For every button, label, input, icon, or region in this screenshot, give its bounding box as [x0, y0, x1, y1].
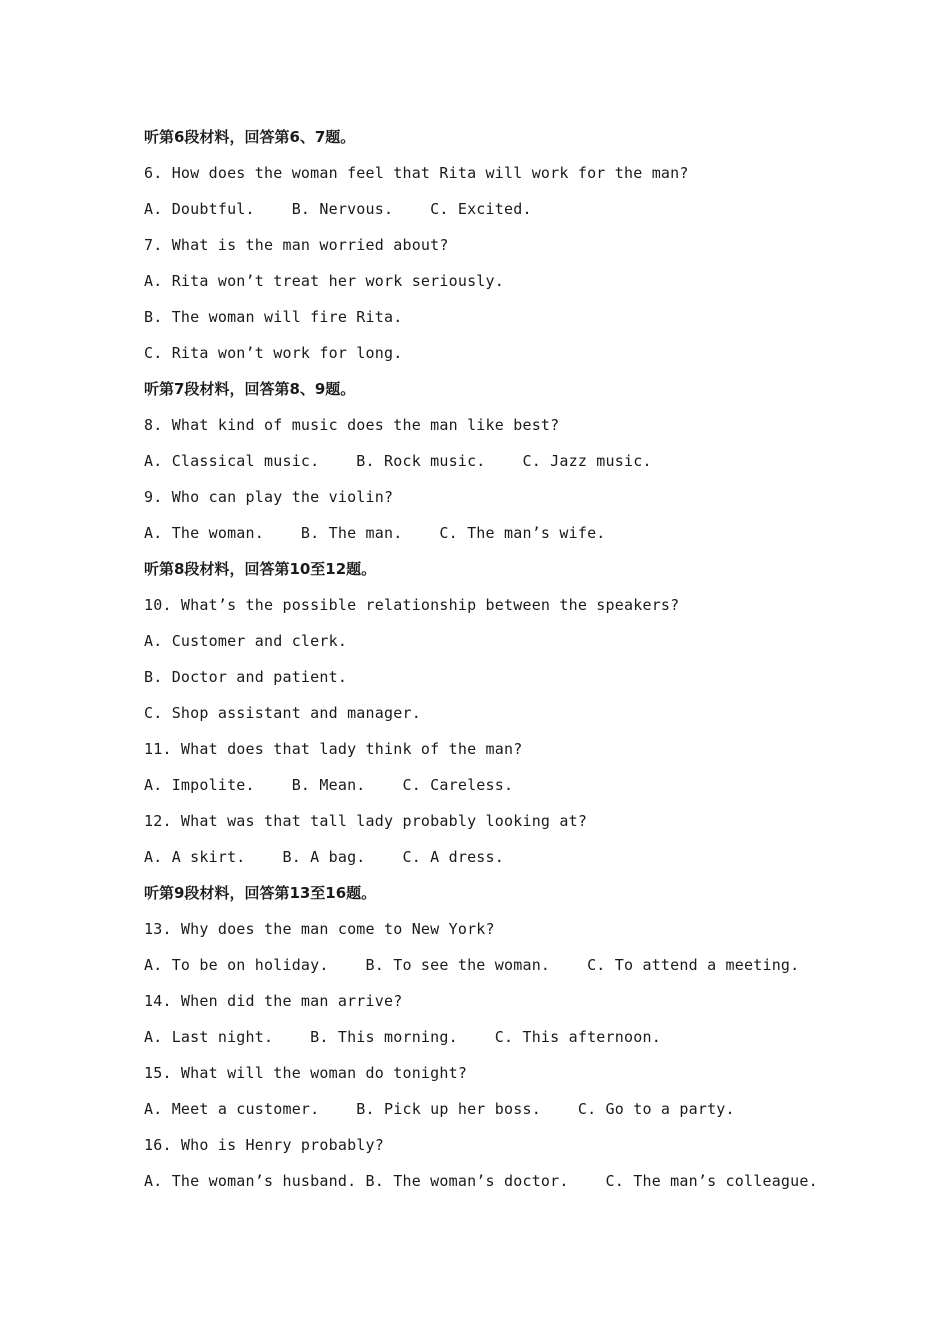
question-10: 10. What’s the possible relationship between the speakers? [144, 596, 680, 614]
question-13: 13. Why does the man come to New York? [144, 920, 495, 938]
section-heading: 听第8段材料，回答第10至12题。 [144, 560, 377, 578]
document-content [144, 124, 824, 1204]
options-16: A. The woman’s husband. B. The woman’s doctor. C. The man’s colleague. [144, 1172, 818, 1190]
option-10c: C. Shop assistant and manager. [144, 704, 421, 722]
option-7a: A. Rita won’t treat her work seriously. [144, 272, 504, 290]
question-12: 12. What was that tall lady probably looking at? [144, 812, 588, 830]
question-14: 14. When did the man arrive? [144, 992, 403, 1010]
options-14: A. Last night. B. This morning. C. This afternoon. [144, 1028, 661, 1046]
options-15: A. Meet a customer. B. Pick up her boss. C. Go to a party. [144, 1100, 735, 1118]
option-10a: A. Customer and clerk. [144, 632, 348, 650]
question-11: 11. What does that lady think of the man? [144, 740, 523, 758]
question-16: 16. Who is Henry probably? [144, 1136, 384, 1154]
question-6: 6. How does the woman feel that Rita will work for the man? [144, 164, 689, 182]
question-8: 8. What kind of music does the man like best? [144, 416, 560, 434]
question-15: 15. What will the woman do tonight? [144, 1064, 468, 1082]
option-7b: B. The woman will fire Rita. [144, 308, 403, 326]
section-heading: 听第7段材料，回答第8、9题。 [144, 380, 356, 398]
option-10b: B. Doctor and patient. [144, 668, 348, 686]
section-heading: 听第6段材料，回答第6、7题。 [144, 128, 356, 146]
options-8: A. Classical music. B. Rock music. C. Jazz music. [144, 452, 652, 470]
options-6: A. Doubtful. B. Nervous. C. Excited. [144, 200, 532, 218]
options-12: A. A skirt. B. A bag. C. A dress. [144, 848, 504, 866]
options-11: A. Impolite. B. Mean. C. Careless. [144, 776, 514, 794]
option-7c: C. Rita won’t work for long. [144, 344, 403, 362]
question-7: 7. What is the man worried about? [144, 236, 449, 254]
question-9: 9. Who can play the violin? [144, 488, 394, 506]
options-9: A. The woman. B. The man. C. The man’s wife. [144, 524, 606, 542]
section-heading: 听第9段材料，回答第13至16题。 [144, 884, 377, 902]
options-13: A. To be on holiday. B. To see the woman. C. To attend a meeting. [144, 956, 800, 974]
